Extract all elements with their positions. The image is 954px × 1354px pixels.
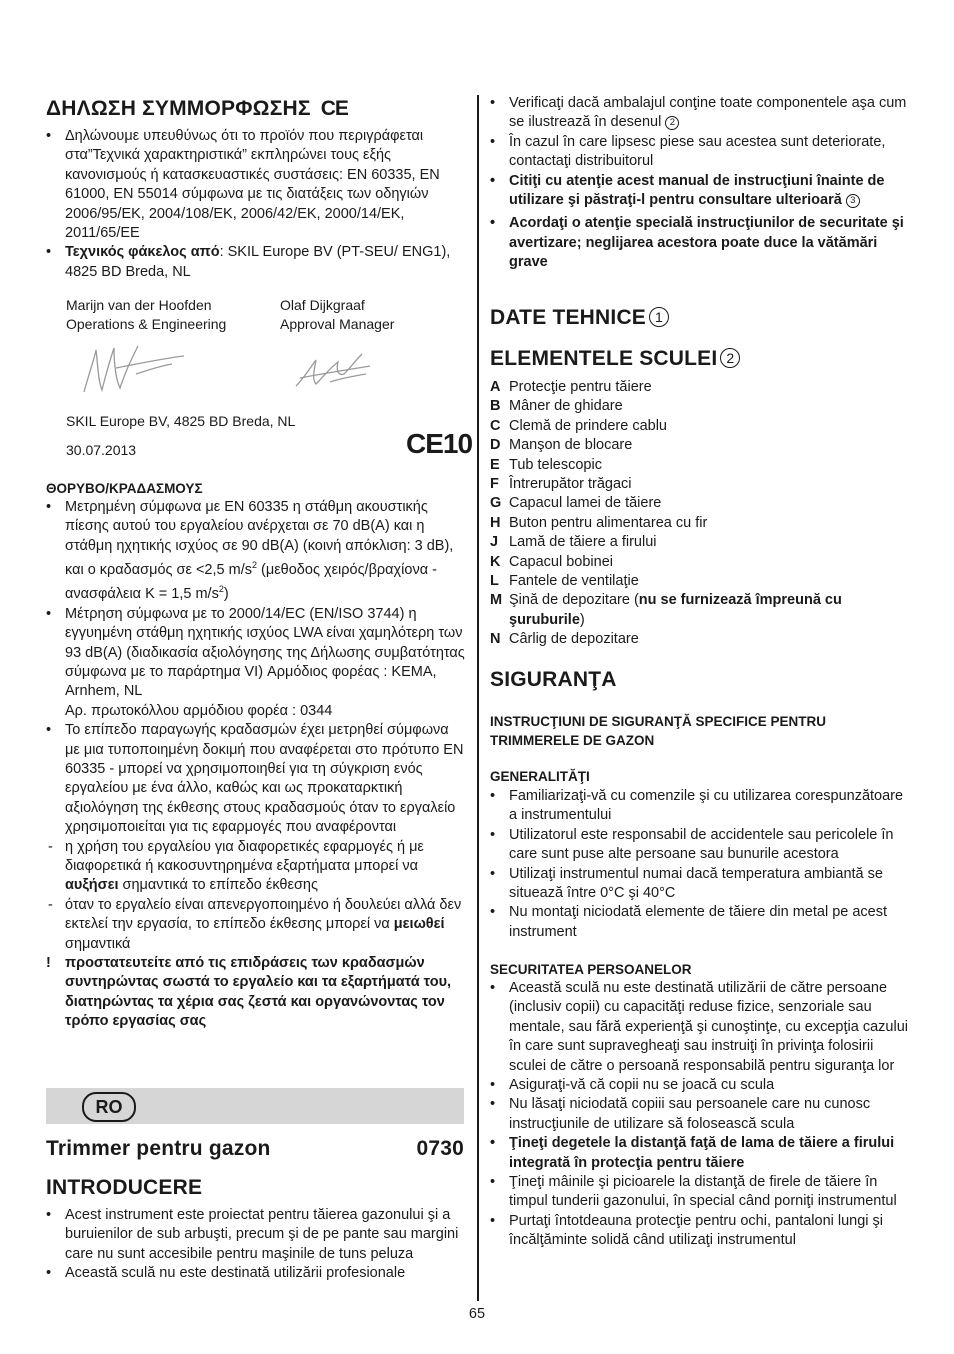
noise-section — [46, 498, 466, 1032]
figure-ref: 2 — [720, 348, 740, 368]
list-item: • Το επίπεδο παραγωγής κραδασμών έχει μετρηθεί σύμφωνα με μια τυποποιημένη δοκιμή που αναφέρεται στο πρότυπο EN 60335 - μπορεί να χρησιμοποιηθεί για τη σύγκριση ενός εργαλείου με ένα άλλο, καθώς και ως προκαταρκτική αξιολόγηση της έκθεσης στους κραδασμούς όταν το εργαλείο χρησιμοποιείται για τις εφαρμογές που αναφέρονται — [46, 721, 466, 837]
list-item: • Utilizatorul este responsabil de accidentele sau pericolele în care sunt puse alte persoane sau bunurile acestora — [490, 826, 910, 865]
list-item: J Lamă de tăiere a firului — [490, 534, 657, 551]
list-item: • În cazul în care lipsesc piese sau acestea sunt deteriorate, contactaţi distribuitorul — [490, 133, 910, 172]
list-item: • Nu montaţi niciodată elemente de tăiere din metal pe acest instrument — [490, 903, 910, 942]
list-item: • Purtaţi întotdeauna protecţie pentru ochi, pantaloni lungi şi încălţăminte solidă când utilizaţi instrumentul — [490, 1212, 910, 1251]
list-item: • Familiarizaţi-vă cu comenzile şi cu utilizarea corespunzătoare a instrumentului — [490, 787, 910, 826]
intro-list — [46, 1206, 466, 1284]
list-item: • Utilizaţi instrumentul numai dacă temperatura ambiantă se situează între 0°C şi 40°C — [490, 865, 910, 904]
signatory-2: Olaf Dijkgraaf Approval Manager — [280, 297, 395, 333]
list-item: • Acordaţi o atenţie specială instrucţiunilor de securitate şi avertizare; neglijarea acestora poate duce la vătămări grave — [490, 214, 910, 272]
list-item: • Asiguraţi-vă că copii nu se joacă cu scula — [490, 1076, 910, 1095]
list-item: • Ţineţi mâinile şi picioarele la distanţă de firele de tăiere în timpul tunderii gazonului, în special când porniţi instrumentul — [490, 1173, 910, 1212]
intro-continued-list — [490, 94, 910, 273]
intro-heading: INTRODUCERE — [46, 1176, 203, 1199]
noise-heading: ΘΟΡΥΒΟ/ΚΡΑΔΑΣΜΟΥΣ — [46, 481, 203, 496]
product-name: Trimmer pentru gazon — [46, 1137, 271, 1160]
tool-elements-heading: ELEMENTELE SCULEI 2 — [490, 346, 740, 372]
declaration-title: ΔΗΛΩΣΗ ΣΥΜΜΟΡΦΩΣΗΣ — [46, 97, 311, 120]
list-item: A Protecţie pentru tăiere — [490, 379, 652, 395]
personal-safety-list — [490, 979, 910, 1251]
product-model: 0730 — [416, 1137, 464, 1160]
list-item: C Clemă de prindere cablu — [490, 417, 667, 434]
list-item: • Această sculă nu este destinată utilizării profesionale — [46, 1264, 466, 1283]
safety-heading: SIGURANŢA — [490, 668, 617, 691]
list-item: • Acest instrument este proiectat pentru tăierea gazonului şi a buruienilor de sub arbuşti, precum şi de pe pante sau margini care nu sunt accesibile pentru maşinile de tuns peluza — [46, 1206, 466, 1264]
list-item: • Μέτρηση σύμφωνα με το 2000/14/EC (EN/ISO 3744) η εγγυημένη στάθμη ηχητικής ισχύος LWA είναι χαμηλότερη των 93 dB(A) (διαδικασία αξιολόγησης της Δήλωσης συμβατότητας σύμφωνα με το παράρτημα VI) Αρμόδιος φορέας : KEMA, Arnhem, NL Αρ. πρωτοκόλλου αρμόδιου φορέα : 0344 — [46, 605, 466, 721]
list-item: • Μετρημένη σύμφωνα με EN 60335 η στάθμη ακουστικής πίεσης αυτού του εργαλείου ανέρχεται σε 70 dB(A) και η στάθμη ηχητικής ισχύος σε 90 dB(A) (κοινή απόκλιση: 3 dB), και ο κραδασμός σε <2,5 $m/s^2$ (μεθοδος χειρός/βραχίονα - ανασφάλεια K = 1,5 $m/s^2$) — [46, 498, 466, 605]
product-heading — [46, 1136, 464, 1162]
tech-data-heading: DATE TEHNICE 1 — [490, 305, 669, 331]
parts-list — [490, 378, 910, 650]
declaration-list — [46, 127, 466, 282]
list-item: • Δηλώνουμε υπευθύνως ότι το προϊόν που περιγράφεται στα”Τεχνικά χαρακτηριστικά” εκπληρώνει τους εξής κανονισμούς ή κατασκευαστικές συστάσεις: EN 60335, EN 61000, EN 55014 σύμφωνα με τις διατάξεις των οδηγιών 2006/95/EK, 2004/108/EK, 2006/42/EK, 2000/14/EK, 2011/65/EE — [46, 127, 466, 243]
column-divider — [477, 95, 479, 1301]
general-list — [490, 787, 910, 942]
warning-icon: ! — [46, 955, 51, 971]
figure-ref: 1 — [649, 307, 669, 327]
list-item: N Cârlig de depozitare — [490, 631, 639, 648]
language-bar — [46, 1088, 464, 1124]
list-item: F Întrerupător trăgaci — [490, 476, 632, 493]
safety-subheading: INSTRUCŢIUNI DE SIGURANŢĂ SPECIFICE PENTRU TRIMMERELE DE GAZON — [490, 714, 827, 749]
list-item: D Manşon de blocare — [490, 437, 633, 454]
list-item: • Verificaţi dacă ambalajul conţine toate componentele aşa cum se ilustrează în desenul 2 — [490, 94, 910, 133]
company-address: SKIL Europe BV, 4825 BD Breda, NL — [66, 413, 296, 429]
ce-mark-icon: CE — [406, 428, 443, 459]
list-item: G Capacul lamei de tăiere — [490, 495, 662, 512]
list-item: • Τεχνικός φάκελος από: SKIL Europe BV (PT-SEU/ ENG1), 4825 BD Breda, NL — [46, 243, 466, 282]
signature-1-icon — [76, 340, 196, 400]
language-badge: RO — [82, 1092, 136, 1122]
page-number: 65 — [468, 1306, 486, 1322]
list-item: • Citiţi cu atenţie acest manual de instrucţiuni înainte de utilizare şi păstraţi-l pentru consultare ulterioară 3 — [490, 172, 910, 211]
declaration-date: 30.07.2013 — [66, 442, 137, 458]
list-item: • Ţineţi degetele la distanţă faţă de lama de tăiere a firului integrată în protecţia pentru tăiere — [490, 1134, 910, 1173]
personal-safety-heading: SECURITATEA PERSOANELOR — [490, 962, 692, 977]
list-item: • Nu lăsaţi niciodată copiii sau persoanele care nu cunosc instrucţiunile de utilizare să folosească scula — [490, 1095, 910, 1134]
list-item: B Mâner de ghidare — [490, 398, 623, 415]
signatory-1: Marijn van der Hoofden Operations & Engineering — [66, 297, 227, 333]
list-item: • Această sculă nu este destinată utilizării de către persoane (inclusiv copii) cu capacităţi reduse fizice, senzoriale sau mentale, sau fără experienţă şi cunoştinţe, cu excepţia cazului în care sunt supravegheaţi sau instruiţi în privinţa folosirii sculei de către o persoană responsabilă pentru siguranţa lor — [490, 979, 910, 1076]
list-item: E Tub telescopic — [490, 456, 602, 473]
figure-ref: 3 — [846, 194, 860, 208]
vibration-warning: ! προστατευτείτε από τις επιδράσεις των κραδασμών συντηρώντας σωστά το εργαλείο και τα εξαρτήματά του, διατηρώντας τα χέρια σας ζεστά και οργανώνοντας τον τρόπο εργασίας σας — [46, 955, 452, 1030]
list-item: L Fantele de ventilaţie — [490, 573, 639, 590]
ce-mark-icon: CE — [320, 97, 348, 120]
list-item: - όταν το εργαλείο είναι απενεργοποιημένο ή δουλεύει αλλά δεν εκτελεί την εργασία, το επίπεδο έκθεσης μπορεί να μειωθεί σημαντικά — [46, 896, 466, 954]
ce-year-mark: CE10 — [406, 428, 473, 459]
figure-ref: 2 — [665, 116, 679, 130]
signature-2-icon — [290, 348, 380, 394]
list-item: K Capacul bobinei — [490, 553, 613, 570]
list-item: M Şină de depozitare (nu se furnizează împreună cu şuruburile) — [490, 592, 842, 628]
general-heading: GENERALITĂŢI — [490, 769, 590, 784]
declaration-heading — [46, 96, 466, 122]
list-item: - η χρήση του εργαλείου για διαφορετικές εφαρμογές ή με διαφορετικά ή κακοσυντηρημένα εξαρτήματα μπορεί να αυξήσει σημαντικά το επίπεδο έκθεσης — [46, 838, 466, 896]
list-item: H Buton pentru alimentarea cu fir — [490, 514, 708, 531]
